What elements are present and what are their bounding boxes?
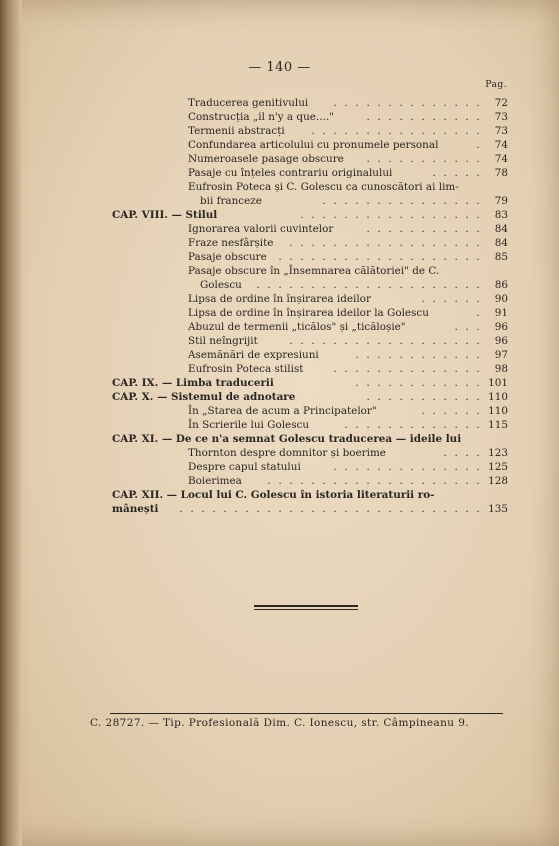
toc-leader-dots: . . . . . . . . . . . . . . . . . . — [289, 335, 482, 347]
toc-leader-dots: . . . . . . . . . . . — [366, 391, 482, 403]
toc-page-number: 79 — [494, 195, 508, 207]
toc-entry-title: Despre capul statului — [188, 461, 301, 473]
toc-page-number: 135 — [488, 503, 508, 515]
toc-entry-title: CAP. X. — Sistemul de adnotare — [112, 391, 296, 403]
toc-page-number: 73 — [494, 125, 508, 137]
toc-leader-dots: . . . . . . . . . . . . . . . . . . . . — [267, 475, 482, 487]
toc-page-number: 72 — [494, 97, 508, 109]
toc-entry-title: CAP. IX. — Limba traducerii — [112, 377, 274, 389]
toc-entry-title: Lipsa de ordine în înșirarea ideilor la Golescu — [188, 307, 429, 319]
toc-entry-title: În Scrierile lui Golescu — [188, 419, 310, 431]
toc-entry — [112, 390, 510, 404]
toc-entry — [112, 362, 510, 376]
toc-entry — [112, 334, 510, 348]
toc-entry — [112, 264, 510, 278]
toc-entry-title: Asemănări de expresiuni — [188, 349, 319, 361]
toc-entry-title: mânești — [112, 503, 159, 515]
toc-entry — [112, 404, 510, 418]
toc-leader-dots: . . . . . . . . . . . . — [355, 377, 482, 389]
pag-column-header: Pag. — [485, 80, 507, 90]
toc-entry — [112, 460, 510, 474]
toc-entry — [112, 446, 510, 460]
toc-entry-title: CAP. XII. — Locul lui C. Golescu în istoria literaturii ro- — [112, 489, 435, 501]
toc-page-number: 101 — [488, 377, 508, 389]
toc-entry-title: Pasaje obscure — [188, 251, 267, 263]
toc-entry — [112, 222, 510, 236]
toc-page-number: 73 — [494, 111, 508, 123]
toc-entry — [112, 292, 510, 306]
toc-page-number: 91 — [494, 307, 508, 319]
toc-page-number: 110 — [488, 391, 508, 403]
toc-entry-title: Eufrosin Poteca stilist — [188, 363, 304, 375]
toc-leader-dots: . . . . . . . . . . . . . . . . . . . . . — [256, 279, 482, 291]
toc-page-number: 115 — [488, 419, 508, 431]
toc-entry-title: Stil neîngrijit — [188, 335, 258, 347]
toc-leader-dots: . . . . . — [432, 167, 482, 179]
toc-leader-dots: . . . . . . . . . . . . . . . . . . . . . . . . . . . . — [179, 503, 482, 515]
toc-entry — [112, 152, 510, 166]
toc-page-number: 97 — [494, 349, 508, 361]
toc-leader-dots: . . . . . . . . . . . . . . . . . — [300, 209, 482, 221]
toc-entry-title: Lipsa de ordine în înșirarea ideilor — [188, 293, 371, 305]
toc-leader-dots: . . . — [454, 321, 482, 333]
toc-leader-dots: . . . . . . — [421, 405, 482, 417]
toc-entry — [112, 488, 510, 502]
toc-entry-title: Abuzul de termenii „ticălos" și „ticăloșie" — [188, 321, 406, 333]
toc-entry — [112, 236, 510, 250]
toc-leader-dots: . — [476, 307, 482, 319]
toc-entry-title: Thornton despre domnitor și boerime — [188, 447, 386, 459]
toc-entry-title: Termenii abstracți — [188, 125, 285, 137]
toc-page-number: 96 — [494, 321, 508, 333]
toc-entry — [112, 208, 510, 222]
toc-page-number: 78 — [494, 167, 508, 179]
toc-leader-dots: . . . . . . . . . . . . — [355, 349, 482, 361]
toc-leader-dots: . . . . . . — [421, 293, 482, 305]
toc-entry-title: Ignorarea valorii cuvintelor — [188, 223, 334, 235]
toc-entry-title: CAP. XI. — De ce n'a semnat Golescu traducerea — ideile lui — [112, 433, 462, 445]
toc-entry — [112, 180, 510, 194]
toc-entry — [112, 502, 510, 516]
toc-leader-dots: . . . . . . . . . . . — [366, 223, 482, 235]
toc-leader-dots: . . . . . . . . . . . — [366, 153, 482, 165]
toc-leader-dots: . . . . . . . . . . . . . . . . — [311, 125, 482, 137]
toc-entry-title: Numeroasele pasage obscure — [188, 153, 344, 165]
toc-entry — [112, 376, 510, 390]
toc-page-number: 110 — [488, 405, 508, 417]
toc-entry — [112, 166, 510, 180]
toc-entry — [112, 124, 510, 138]
toc-leader-dots: . . . . . . . . . . . . . . . — [322, 195, 482, 207]
toc-page-number: 83 — [494, 209, 508, 221]
toc-leader-dots: . . . . . . . . . . . — [366, 111, 482, 123]
toc-page-number: 85 — [494, 251, 508, 263]
table-of-contents — [112, 96, 510, 516]
toc-page-number: 125 — [488, 461, 508, 473]
toc-page-number: 96 — [494, 335, 508, 347]
toc-page-number: 123 — [488, 447, 508, 459]
toc-entry-title: Golescu — [200, 279, 242, 291]
toc-entry-title: Boierimea — [188, 475, 242, 487]
toc-entry — [112, 194, 510, 208]
toc-page-number: 74 — [494, 153, 508, 165]
toc-entry-title: Fraze nesfârșite — [188, 237, 274, 249]
toc-entry — [112, 432, 510, 446]
toc-page-number: 128 — [488, 475, 508, 487]
toc-leader-dots: . . . . . . . . . . . . . . . . . . . — [278, 251, 482, 263]
toc-entry — [112, 138, 510, 152]
toc-entry-title: bii franceze — [200, 195, 262, 207]
toc-entry — [112, 278, 510, 292]
toc-entry — [112, 306, 510, 320]
toc-leader-dots: . . . . . . . . . . . . . . — [333, 461, 482, 473]
toc-entry — [112, 250, 510, 264]
toc-entry-title: Confundarea articolului cu pronumele personal — [188, 139, 439, 151]
toc-entry-title: Traducerea genitivului — [188, 97, 309, 109]
toc-entry-title: Pasaje obscure în „Însemnarea călătoriei" de C. — [188, 265, 440, 277]
toc-entry-title: Eufrosin Poteca și C. Golescu ca cunoscători ai lim- — [188, 181, 459, 193]
toc-page-number: 84 — [494, 223, 508, 235]
footer-divider — [110, 713, 503, 714]
decorative-rule — [254, 605, 358, 607]
toc-page-number: 90 — [494, 293, 508, 305]
toc-page-number: 86 — [494, 279, 508, 291]
toc-entry-title: CAP. VIII. — Stilul — [112, 209, 218, 221]
toc-page-number: 84 — [494, 237, 508, 249]
toc-leader-dots: . . . . . . . . . . . . . . . . . . — [289, 237, 482, 249]
toc-entry-title: Construcția „il n'y a que...." — [188, 111, 334, 123]
toc-page-number: 98 — [494, 363, 508, 375]
decorative-rule-thin — [254, 609, 358, 610]
toc-entry — [112, 320, 510, 334]
toc-entry — [112, 348, 510, 362]
toc-leader-dots: . . . . . . . . . . . . . . — [333, 363, 482, 375]
toc-leader-dots: . . . . . . . . . . . . . . — [333, 97, 482, 109]
toc-leader-dots: . — [476, 139, 482, 151]
toc-entry — [112, 474, 510, 488]
printer-imprint: C. 28727. — Tip. Profesională Dim. C. Ionescu, str. Câmpineanu 9. — [89, 717, 470, 729]
toc-leader-dots: . . . . . . . . . . . . . — [344, 419, 482, 431]
toc-entry-title: Pasaje cu înțeles contrariu originalului — [188, 167, 393, 179]
toc-page-number: 74 — [494, 139, 508, 151]
toc-entry — [112, 96, 510, 110]
page-number: — 140 — — [248, 60, 311, 75]
toc-leader-dots: . . . . — [443, 447, 482, 459]
toc-entry-title: În „Starea de acum a Principatelor" — [188, 405, 377, 417]
toc-entry — [112, 110, 510, 124]
toc-entry — [112, 418, 510, 432]
